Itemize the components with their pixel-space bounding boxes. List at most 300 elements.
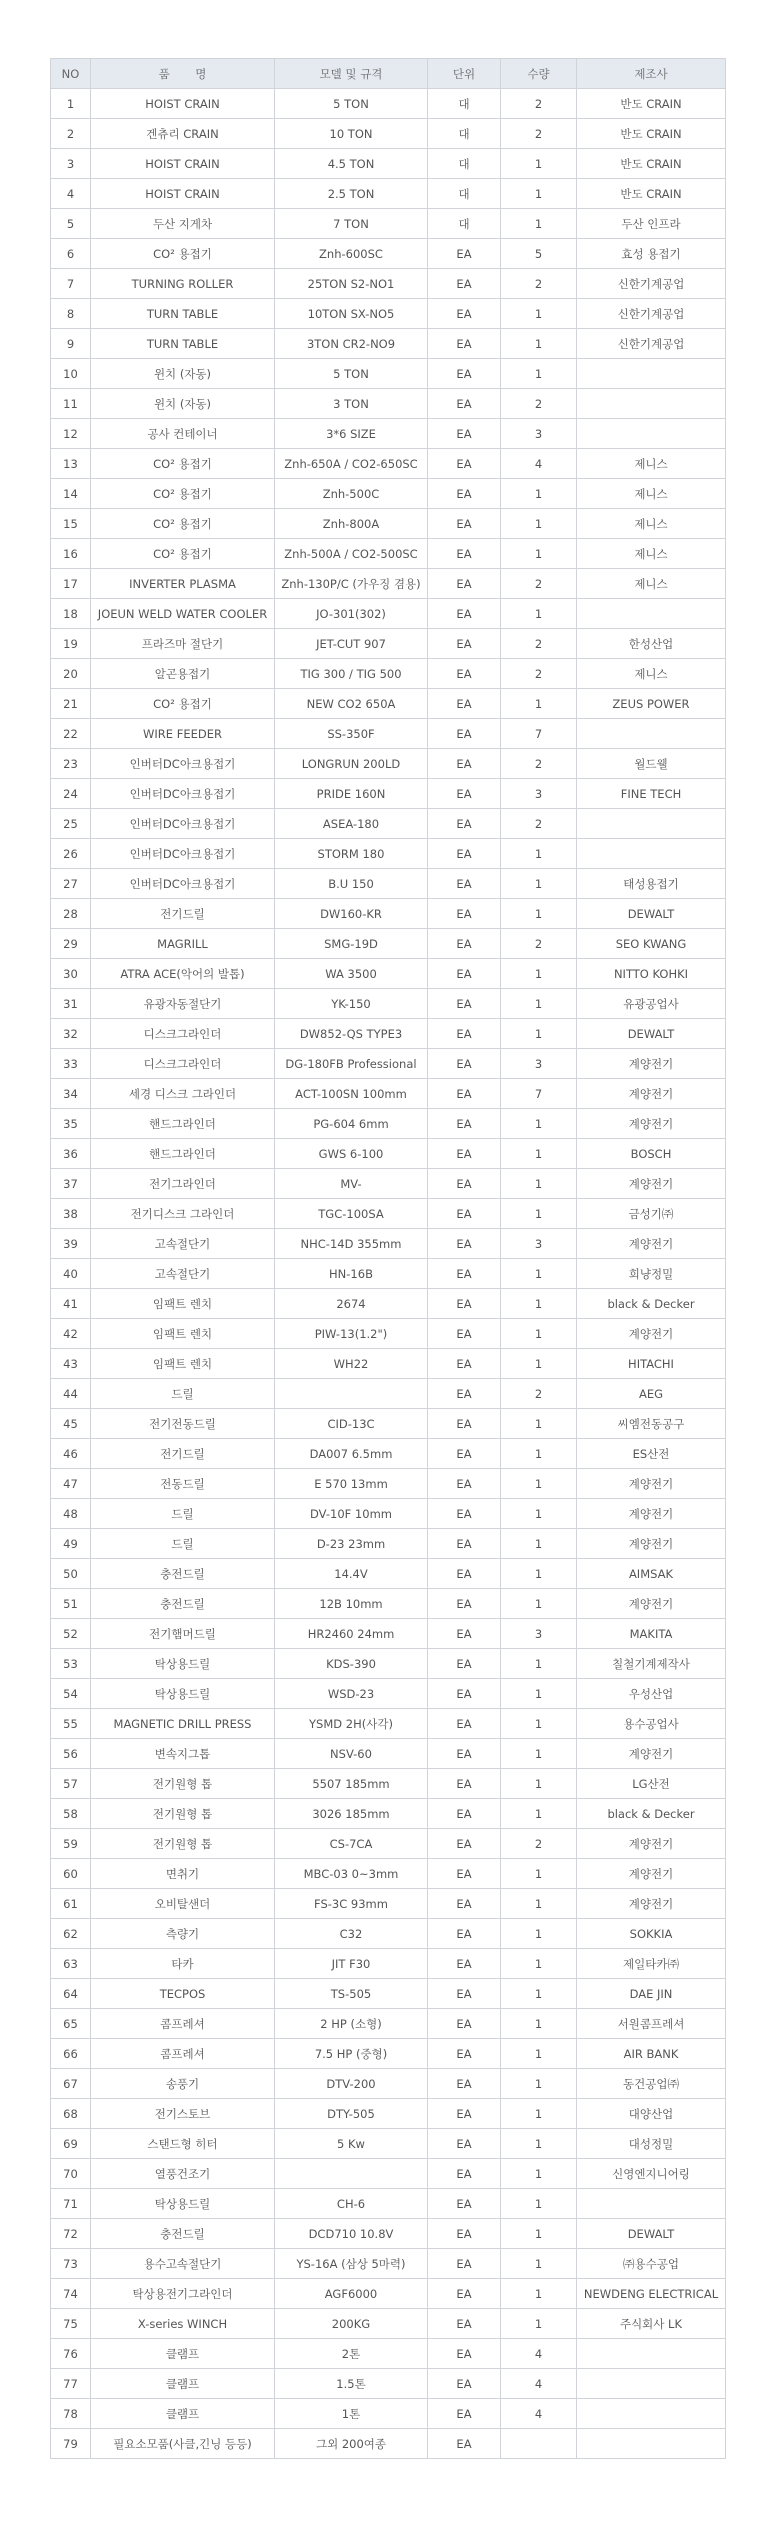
cell-qty: 1 [501,359,577,389]
cell-maker: 대양산업 [577,2099,726,2129]
cell-maker: 신영엔지니어링 [577,2159,726,2189]
cell-model: ASEA-180 [275,809,428,839]
cell-no: 19 [51,629,91,659]
table-row [51,479,726,509]
cell-model: E 570 13mm [275,1469,428,1499]
cell-maker: 반도 CRAIN [577,89,726,119]
cell-name: 전기원형 톱 [91,1829,275,1859]
cell-model: PG-604 6mm [275,1109,428,1139]
cell-model: CID-13C [275,1409,428,1439]
cell-qty: 1 [501,1679,577,1709]
cell-name: 알곤용접기 [91,659,275,689]
cell-model: 14.4V [275,1559,428,1589]
header-row [51,59,726,89]
cell-unit: EA [428,1199,501,1229]
cell-no: 10 [51,359,91,389]
cell-maker: 대성정밀 [577,2129,726,2159]
cell-qty: 2 [501,569,577,599]
cell-no: 36 [51,1139,91,1169]
cell-name: 탁상용드릴 [91,1649,275,1679]
cell-no: 39 [51,1229,91,1259]
table-row [51,1919,726,1949]
cell-no: 23 [51,749,91,779]
cell-unit: EA [428,269,501,299]
column-header-name: 품 명 [91,59,275,89]
cell-name: 측량기 [91,1919,275,1949]
cell-qty: 1 [501,2189,577,2219]
cell-maker: DAE JIN [577,1979,726,2009]
cell-no: 68 [51,2099,91,2129]
cell-no: 41 [51,1289,91,1319]
cell-maker: 계양전기 [577,1109,726,1139]
cell-maker: MAKITA [577,1619,726,1649]
table-row [51,1769,726,1799]
cell-maker: ㈜용수공업 [577,2249,726,2279]
table-row [51,1889,726,1919]
cell-no: 70 [51,2159,91,2189]
cell-model: JIT F30 [275,1949,428,1979]
cell-unit: EA [428,419,501,449]
cell-no: 42 [51,1319,91,1349]
table-body [51,89,726,2459]
cell-no: 29 [51,929,91,959]
cell-unit: EA [428,2309,501,2339]
cell-qty: 1 [501,2219,577,2249]
cell-name: 전동드릴 [91,1469,275,1499]
cell-qty: 1 [501,1589,577,1619]
cell-name: HOIST CRAIN [91,179,275,209]
cell-maker [577,2399,726,2429]
cell-maker: LG산전 [577,1769,726,1799]
table-row [51,2099,726,2129]
cell-name: HOIST CRAIN [91,89,275,119]
cell-model: WH22 [275,1349,428,1379]
cell-qty: 3 [501,419,577,449]
cell-name: 드릴 [91,1529,275,1559]
cell-no: 77 [51,2369,91,2399]
cell-model: MV- [275,1169,428,1199]
cell-unit: EA [428,1139,501,1169]
cell-model [275,1379,428,1409]
cell-qty: 1 [501,839,577,869]
cell-model: 5 TON [275,359,428,389]
table-row [51,1019,726,1049]
cell-unit: EA [428,869,501,899]
cell-unit: EA [428,1229,501,1259]
cell-no: 56 [51,1739,91,1769]
cell-qty: 2 [501,629,577,659]
cell-name: 변속지그톱 [91,1739,275,1769]
cell-qty: 1 [501,1439,577,1469]
cell-model: STORM 180 [275,839,428,869]
cell-name: 윈치 (자동) [91,359,275,389]
cell-name: 클램프 [91,2369,275,2399]
table-row [51,839,726,869]
table-row [51,2369,726,2399]
cell-maker: 칠철기계제작사 [577,1649,726,1679]
cell-unit: EA [428,779,501,809]
cell-maker: 반도 CRAIN [577,119,726,149]
cell-qty: 1 [501,989,577,1019]
cell-maker [577,359,726,389]
cell-name: 인버터DC아크용접기 [91,839,275,869]
cell-model: 3 TON [275,389,428,419]
cell-qty: 1 [501,959,577,989]
table-row [51,1199,726,1229]
table-row [51,119,726,149]
cell-qty: 1 [501,1259,577,1289]
cell-unit: EA [428,959,501,989]
table-row [51,599,726,629]
cell-name: 핸드그라인더 [91,1139,275,1169]
cell-name: 탁상용드릴 [91,1679,275,1709]
equipment-list [50,58,725,2459]
table-row [51,149,726,179]
cell-unit: 대 [428,179,501,209]
cell-unit: 대 [428,119,501,149]
cell-no: 24 [51,779,91,809]
table-row [51,2159,726,2189]
cell-name: 필요소모품(사클,긴닝 등등) [91,2429,275,2459]
table-row [51,809,726,839]
cell-unit: EA [428,2339,501,2369]
cell-model: 5 TON [275,89,428,119]
cell-qty: 2 [501,89,577,119]
cell-model: 그외 200여종 [275,2429,428,2459]
cell-qty: 2 [501,809,577,839]
cell-model: 2.5 TON [275,179,428,209]
cell-no: 8 [51,299,91,329]
cell-no: 69 [51,2129,91,2159]
table-row [51,689,726,719]
cell-maker [577,719,726,749]
table-row [51,299,726,329]
cell-maker: 계양전기 [577,1229,726,1259]
cell-unit: EA [428,1799,501,1829]
cell-name: 전기스토브 [91,2099,275,2129]
column-header-model: 모델 및 규격 [275,59,428,89]
cell-unit: EA [428,1979,501,2009]
cell-model: TIG 300 / TIG 500 [275,659,428,689]
cell-name: 임팩트 렌치 [91,1319,275,1349]
cell-maker: DEWALT [577,2219,726,2249]
cell-name: X-series WINCH [91,2309,275,2339]
cell-unit: EA [428,1469,501,1499]
cell-model: FS-3C 93mm [275,1889,428,1919]
cell-model: DTV-200 [275,2069,428,2099]
cell-qty: 1 [501,1349,577,1379]
cell-model: Znh-650A / CO2-650SC [275,449,428,479]
cell-no: 13 [51,449,91,479]
cell-name: 탁상용드릴 [91,2189,275,2219]
cell-qty: 1 [501,1919,577,1949]
cell-no: 63 [51,1949,91,1979]
cell-name: 고속절단기 [91,1229,275,1259]
table-row [51,1469,726,1499]
table-row [51,1319,726,1349]
cell-no: 6 [51,239,91,269]
cell-name: 세경 디스크 그라인더 [91,1079,275,1109]
table-row [51,629,726,659]
cell-qty: 1 [501,1949,577,1979]
table-row [51,929,726,959]
cell-maker: 제일타카㈜ [577,1949,726,1979]
table-row [51,1739,726,1769]
cell-unit: EA [428,1319,501,1349]
table-row [51,1589,726,1619]
cell-unit: EA [428,809,501,839]
cell-unit: EA [428,1889,501,1919]
column-header-qty: 수량 [501,59,577,89]
cell-name: 콤프레셔 [91,2039,275,2069]
table-row [51,1439,726,1469]
cell-maker: 효성 용접기 [577,239,726,269]
cell-maker: 계양전기 [577,1469,726,1499]
cell-unit: EA [428,1289,501,1319]
cell-no: 38 [51,1199,91,1229]
table-row [51,1529,726,1559]
cell-unit: EA [428,329,501,359]
cell-qty: 1 [501,509,577,539]
cell-no: 2 [51,119,91,149]
cell-unit: EA [428,2099,501,2129]
table-row [51,2429,726,2459]
cell-model: YK-150 [275,989,428,1019]
cell-name: 유광자동절단기 [91,989,275,1019]
cell-qty: 1 [501,1169,577,1199]
cell-no: 71 [51,2189,91,2219]
cell-model: Znh-500A / CO2-500SC [275,539,428,569]
cell-maker: 계양전기 [577,1889,726,1919]
cell-no: 18 [51,599,91,629]
cell-model: PIW-13(1.2") [275,1319,428,1349]
cell-unit: EA [428,2129,501,2159]
cell-no: 31 [51,989,91,1019]
cell-maker: 계양전기 [577,1739,726,1769]
cell-maker: 제니스 [577,659,726,689]
cell-name: 전기햄머드릴 [91,1619,275,1649]
cell-qty: 1 [501,689,577,719]
table-row [51,389,726,419]
cell-name: 공사 컨테이너 [91,419,275,449]
cell-model: MBC-03 0~3mm [275,1859,428,1889]
cell-unit: EA [428,929,501,959]
table-row [51,2129,726,2159]
cell-name: TURNING ROLLER [91,269,275,299]
cell-name: 스탠드형 히터 [91,2129,275,2159]
cell-name: CO² 용접기 [91,539,275,569]
cell-model: TGC-100SA [275,1199,428,1229]
cell-unit: EA [428,1079,501,1109]
cell-unit: EA [428,2279,501,2309]
cell-qty: 1 [501,1799,577,1829]
cell-model: DV-10F 10mm [275,1499,428,1529]
cell-maker: AEG [577,1379,726,1409]
cell-model: DW160-KR [275,899,428,929]
cell-no: 50 [51,1559,91,1589]
cell-unit: EA [428,479,501,509]
table-row [51,1799,726,1829]
table-row [51,2189,726,2219]
cell-qty: 1 [501,2009,577,2039]
cell-no: 64 [51,1979,91,2009]
cell-name: 인버터DC아크용접기 [91,869,275,899]
cell-name: MAGRILL [91,929,275,959]
cell-unit: EA [428,2219,501,2249]
cell-unit: EA [428,1349,501,1379]
cell-model: DTY-505 [275,2099,428,2129]
cell-unit: EA [428,599,501,629]
cell-maker [577,2339,726,2369]
cell-model: 200KG [275,2309,428,2339]
cell-model: 3026 185mm [275,1799,428,1829]
cell-model: Znh-500C [275,479,428,509]
cell-unit: EA [428,1859,501,1889]
cell-name: 콤프레셔 [91,2009,275,2039]
cell-unit: EA [428,2159,501,2189]
cell-name: 충전드릴 [91,1589,275,1619]
cell-no: 67 [51,2069,91,2099]
cell-no: 74 [51,2279,91,2309]
cell-qty: 4 [501,2399,577,2429]
cell-model: JO-301(302) [275,599,428,629]
cell-unit: EA [428,2429,501,2459]
cell-qty: 1 [501,1769,577,1799]
cell-qty: 1 [501,1529,577,1559]
table-row [51,2249,726,2279]
cell-qty: 1 [501,1709,577,1739]
cell-unit: EA [428,839,501,869]
cell-maker: 유광공업사 [577,989,726,1019]
cell-unit: EA [428,2189,501,2219]
cell-unit: EA [428,539,501,569]
cell-qty: 1 [501,2279,577,2309]
cell-maker: 월드웰 [577,749,726,779]
cell-qty: 1 [501,2249,577,2279]
table-row [51,1829,726,1859]
cell-no: 22 [51,719,91,749]
cell-unit: EA [428,1109,501,1139]
table-row [51,1079,726,1109]
cell-qty: 4 [501,449,577,479]
table-row [51,209,726,239]
cell-qty: 1 [501,1559,577,1589]
table-row [51,719,726,749]
cell-model: 2 HP (소형) [275,2009,428,2039]
cell-no: 49 [51,1529,91,1559]
cell-qty: 1 [501,1499,577,1529]
cell-unit: EA [428,629,501,659]
column-header-maker: 제조사 [577,59,726,89]
cell-qty: 1 [501,1889,577,1919]
cell-no: 78 [51,2399,91,2429]
cell-unit: EA [428,1529,501,1559]
cell-maker: 계양전기 [577,1499,726,1529]
cell-name: CO² 용접기 [91,509,275,539]
cell-name: CO² 용접기 [91,449,275,479]
cell-model: CH-6 [275,2189,428,2219]
cell-qty: 5 [501,239,577,269]
table-row [51,2339,726,2369]
cell-no: 59 [51,1829,91,1859]
cell-model: Znh-800A [275,509,428,539]
cell-qty: 4 [501,2339,577,2369]
cell-maker: 계양전기 [577,1049,726,1079]
cell-maker: 제니스 [577,569,726,599]
cell-qty: 1 [501,1109,577,1139]
cell-no: 25 [51,809,91,839]
cell-name: CO² 용접기 [91,689,275,719]
table-row [51,2069,726,2099]
cell-maker: DEWALT [577,899,726,929]
table-row [51,2219,726,2249]
table-row [51,2399,726,2429]
cell-model: DW852-QS TYPE3 [275,1019,428,1049]
cell-unit: EA [428,1499,501,1529]
cell-maker: 계양전기 [577,1859,726,1889]
cell-no: 57 [51,1769,91,1799]
cell-no: 34 [51,1079,91,1109]
cell-no: 28 [51,899,91,929]
cell-no: 43 [51,1349,91,1379]
cell-model: DG-180FB Professional [275,1049,428,1079]
cell-qty: 3 [501,779,577,809]
table-row [51,1169,726,1199]
cell-name: 겐츄리 CRAIN [91,119,275,149]
cell-qty: 2 [501,119,577,149]
cell-model: 5507 185mm [275,1769,428,1799]
cell-qty: 1 [501,1739,577,1769]
table-row [51,1139,726,1169]
cell-maker: SEO KWANG [577,929,726,959]
cell-model: WSD-23 [275,1679,428,1709]
cell-qty: 1 [501,2099,577,2129]
cell-no: 1 [51,89,91,119]
cell-no: 9 [51,329,91,359]
cell-name: 프라즈마 절단기 [91,629,275,659]
table-row [51,1649,726,1679]
table-row [51,1619,726,1649]
cell-unit: EA [428,1769,501,1799]
cell-qty: 1 [501,539,577,569]
cell-no: 16 [51,539,91,569]
cell-maker: 계양전기 [577,1829,726,1859]
table-row [51,2039,726,2069]
cell-maker: HITACHI [577,1349,726,1379]
cell-name: 인버터DC아크용접기 [91,749,275,779]
cell-no: 62 [51,1919,91,1949]
cell-qty: 3 [501,1229,577,1259]
cell-model: WA 3500 [275,959,428,989]
cell-maker: 제니스 [577,539,726,569]
cell-maker: 반도 CRAIN [577,179,726,209]
cell-model: D-23 23mm [275,1529,428,1559]
cell-model: 4.5 TON [275,149,428,179]
cell-no: 15 [51,509,91,539]
cell-no: 53 [51,1649,91,1679]
cell-unit: EA [428,1589,501,1619]
cell-unit: EA [428,1919,501,1949]
cell-unit: EA [428,659,501,689]
cell-no: 52 [51,1619,91,1649]
cell-name: ATRA ACE(악어의 발톱) [91,959,275,989]
table-row [51,1949,726,1979]
table-row [51,1049,726,1079]
cell-unit: EA [428,1949,501,1979]
cell-maker: 신한기계공업 [577,299,726,329]
table-row [51,239,726,269]
cell-maker: BOSCH [577,1139,726,1169]
